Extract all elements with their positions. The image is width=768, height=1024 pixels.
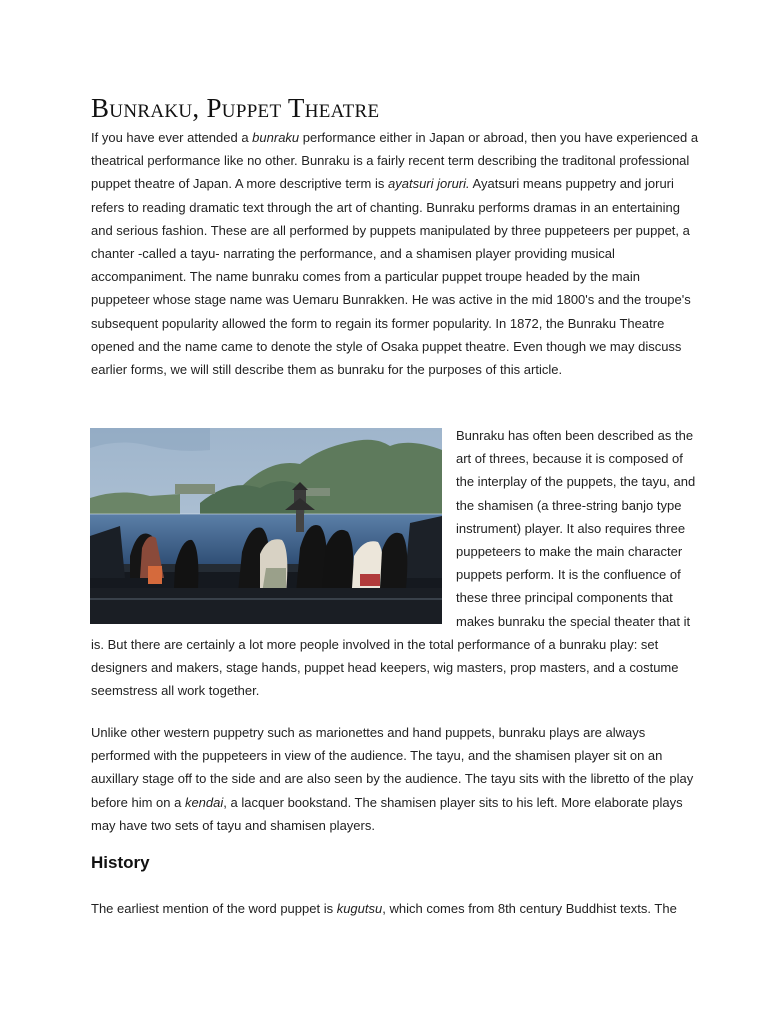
history-heading: History bbox=[91, 853, 150, 872]
intro-text-3: Ayatsuri means puppetry and joruri refers to reading dramatic text through the art of chanting. Bunraku performs dramas in an entertaining and serious fashion. These are all performed by puppets manipulated by three puppeteers per puppet, a chanter -called a tayu- narrating the performance, and a shamisen player providing musical accompaniment. The name bunraku comes from a particular puppet troupe headed by the main puppeteer whose stage name was Uemaru Bunrakken. He was active in the mid 1800's and the troupe's subsequent popularity allowed the form to regain its former popularity. In 1872, the Bunraku Theatre opened and the name came to denote the style of Osaka puppet theatre. Even though we may discuss earlier forms, we will still describe them as bunraku for the purposes of this article. bbox=[91, 176, 691, 378]
article-title: Bunraku, Puppet Theatre bbox=[91, 93, 380, 123]
intro-text-1: If you have ever attended a bbox=[91, 130, 253, 145]
history-paragraph bbox=[91, 897, 701, 920]
p4-term-kugutsu: kugutsu bbox=[336, 901, 383, 916]
p4-text-1: The earliest mention of the word puppet is bbox=[91, 901, 337, 916]
p3-term-kendai: kendai bbox=[184, 794, 224, 810]
bunraku-stage-photo bbox=[90, 428, 442, 624]
intro-term-bunraku: bunraku bbox=[252, 130, 300, 145]
p3-text-1: Unlike other western puppetry such as marionettes and hand puppets, bunraku plays are always performed with the puppeteers in view of the audience. The tayu, and the shamisen player sit on an auxillary stage off to the side and are also seen by the audience. The tayu sits with the libretto of the play before him on a bbox=[91, 725, 694, 810]
art-of-threes-paragraph: Bunraku has often been described as the art of threes, because it is composed of the interplay of the puppets, the tayu, and the shamisen (a three-string banjo type instrument) player. It also requires three puppeteers to make the main character puppets perform. It is the confluence of these three principal components that makes bunraku the special theater that it is. But there are certainly a lot more people involved in the total performance of a bunraku play: set designers and makers, stage hands, puppet head keepers, wig masters, prop masters, and a costume seemstress all work together. bbox=[91, 428, 696, 699]
puppeteers-visible-paragraph bbox=[91, 721, 701, 837]
p4-text-2: , which comes from 8th century Buddhist texts. The bbox=[382, 901, 677, 916]
intro-term-ayatsuri-joruri: ayatsuri joruri. bbox=[388, 176, 470, 192]
stage-photo-illustration bbox=[90, 428, 442, 624]
intro-text-2: performance either in Japan or abroad, then you have experienced a theatrical performance like no other. Bunraku is a fairly recent term describing the traditonal professional puppet theatre of Japan. A more descriptive term is bbox=[91, 130, 699, 192]
intro-paragraph bbox=[91, 126, 701, 381]
art-of-threes-section bbox=[91, 424, 701, 702]
p3-text-2: , a lacquer bookstand. The shamisen player sits to his left. More elaborate plays may have two sets of tayu and shamisen players. bbox=[91, 794, 683, 833]
